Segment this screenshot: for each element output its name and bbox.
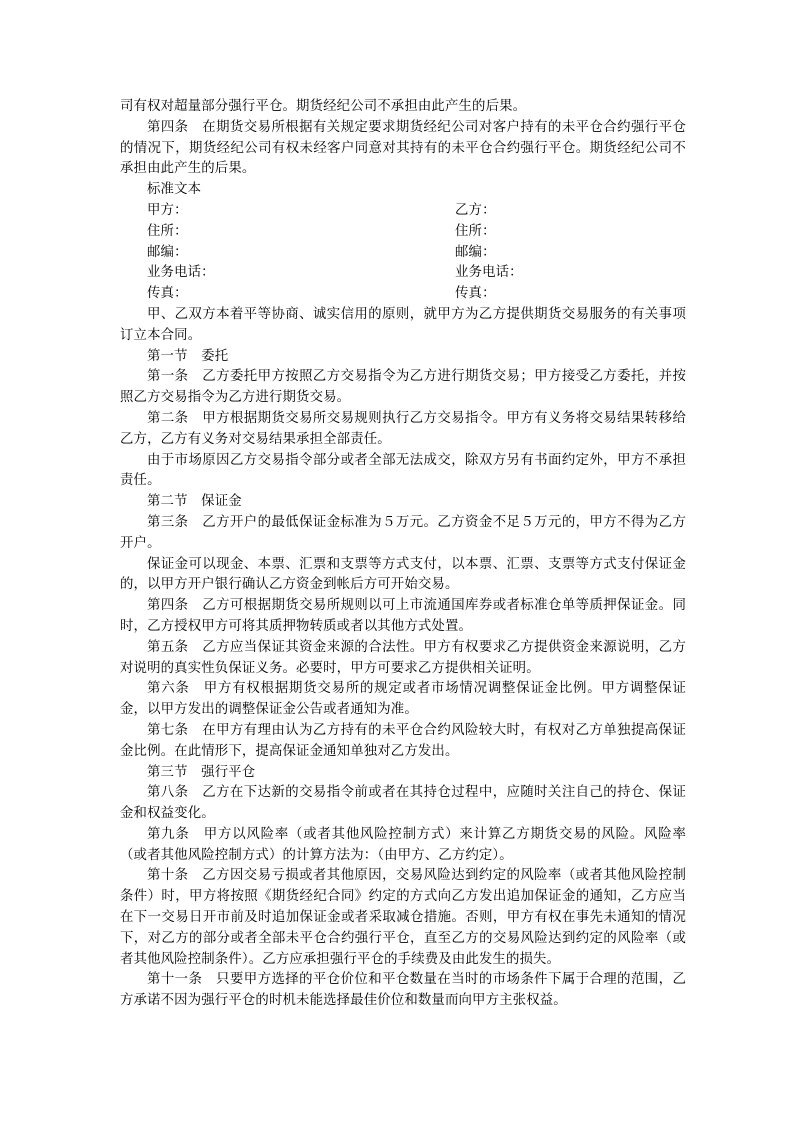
party-a-address-label: 住所： bbox=[147, 223, 188, 239]
party-b-postcode-label: 邮编： bbox=[455, 244, 496, 260]
paragraph-article-4-forced-liquidation: 第四条 在期货交易所根据有关规定要求期货经纪公司对客户持有的未平仓合约强行平仓的情况下，期货经纪公司有权未经客户同意对其持有的未平仓合约强行平仓。期货经纪公司不承担由此产生的后果。 bbox=[120, 119, 686, 177]
party-a-phone-label: 业务电话： bbox=[147, 265, 215, 281]
section-heading-margin: 第二节 保证金 bbox=[147, 494, 242, 510]
paragraph-preamble: 甲、乙双方本着平等协商、诚实信用的原则，就甲方为乙方提供期货交易服务的有关事项订立本合同。 bbox=[120, 306, 686, 343]
paragraph-continuation: 司有权对超量部分强行平仓。期货经纪公司不承担由此产生的后果。 bbox=[120, 99, 527, 114]
paragraph-article-1: 第一条 乙方委托甲方按照乙方交易指令为乙方进行期货交易；甲方接受乙方委托，并按照乙方交易指令为乙方进行期货交易。 bbox=[120, 369, 686, 406]
party-row-phone bbox=[120, 263, 686, 284]
party-b-name-label: 乙方： bbox=[455, 202, 496, 218]
paragraph-article-6: 第六条 甲方有权根据期货交易所的规定或者市场情况调整保证金比例。甲方调整保证金，以甲方发出的调整保证金公告或者通知为准。 bbox=[120, 681, 686, 718]
paragraph-article-2: 第二条 甲方根据期货交易所交易规则执行乙方交易指令。甲方有义务将交易结果转移给乙方，乙方有义务对交易结果承担全部责任。 bbox=[120, 410, 686, 447]
party-row-fax bbox=[120, 284, 686, 305]
standard-text-heading: 标准文本 bbox=[147, 182, 202, 198]
party-row-postcode bbox=[120, 243, 686, 264]
paragraph-article-5: 第五条 乙方应当保证其资金来源的合法性。甲方有权要求乙方提供资金来源说明，乙方对说明的真实性负保证义务。必要时，甲方可要求乙方提供相关证明。 bbox=[120, 639, 686, 676]
party-row-address bbox=[120, 222, 686, 243]
paragraph-article-11: 第十一条 只要甲方选择的平仓价位和平仓数量在当时的市场条件下属于合理的范围，乙方承诺不因为强行平仓的时机未能选择最佳价位和数量而向甲方主张权益。 bbox=[120, 972, 686, 1009]
paragraph-article-2-note: 由于市场原因乙方交易指令部分或者全部无法成交，除双方另有书面约定外，甲方不承担责任。 bbox=[120, 452, 686, 489]
paragraph-article-3: 第三条 乙方开户的最低保证金标准为５万元。乙方资金不足５万元的，甲方不得为乙方开户。 bbox=[120, 514, 686, 551]
party-b-address-label: 住所： bbox=[455, 223, 496, 239]
party-a-name-label: 甲方： bbox=[147, 202, 188, 218]
paragraph-margin-payment: 保证金可以现金、本票、汇票和支票等方式支付，以本票、汇票、支票等方式支付保证金的，以甲方开户银行确认乙方资金到帐后方可开始交易。 bbox=[120, 556, 686, 593]
paragraph-article-4: 第四条 乙方可根据期货交易所规则以可上市流通国库券或者标准仓单等质押保证金。同时，乙方授权甲方可将其质押物转质或者以其他方式处置。 bbox=[120, 598, 686, 634]
paragraph-article-9: 第九条 甲方以风险率（或者其他风险控制方式）来计算乙方期货交易的风险。风险率（或者其他风险控制方式）的计算方法为：（由甲方、乙方约定）。 bbox=[120, 826, 686, 863]
party-row-name bbox=[120, 201, 686, 222]
paragraph-article-10: 第十条 乙方因交易亏损或者其他原因，交易风险达到约定的风险率（或者其他风险控制条件）时，甲方将按照《期货经纪合同》约定的方式向乙方发出追加保证金的通知，乙方应当在下一交易日开市前及时追加保证金或者采取减仓措施。否则，甲方有权在事先未通知的情况下，对乙方的部分或者全部未平仓合约强行平仓，直至乙方的交易风险达到约定的风险率（或者其他风险控制条件）。乙方应承担强行平仓的手续费及由此发生的损失。 bbox=[120, 868, 686, 967]
party-b-fax-label: 传真： bbox=[455, 286, 496, 302]
section-heading-entrustment: 第一节 委托 bbox=[147, 348, 229, 364]
party-b-phone-label: 业务电话： bbox=[455, 265, 523, 281]
paragraph-article-8: 第八条 乙方在下达新的交易指令前或者在其持仓过程中，应随时关注自己的持仓、保证金和权益变化。 bbox=[120, 785, 686, 822]
paragraph-article-7: 第七条 在甲方有理由认为乙方持有的未平仓合约风险较大时，有权对乙方单独提高保证金比例。在此情形下，提高保证金通知单独对乙方发出。 bbox=[120, 722, 686, 759]
party-a-fax-label: 传真： bbox=[147, 286, 188, 302]
section-heading-forced-liquidation: 第三节 强行平仓 bbox=[147, 764, 256, 780]
document-body bbox=[120, 97, 686, 1012]
party-a-postcode-label: 邮编： bbox=[147, 244, 188, 260]
